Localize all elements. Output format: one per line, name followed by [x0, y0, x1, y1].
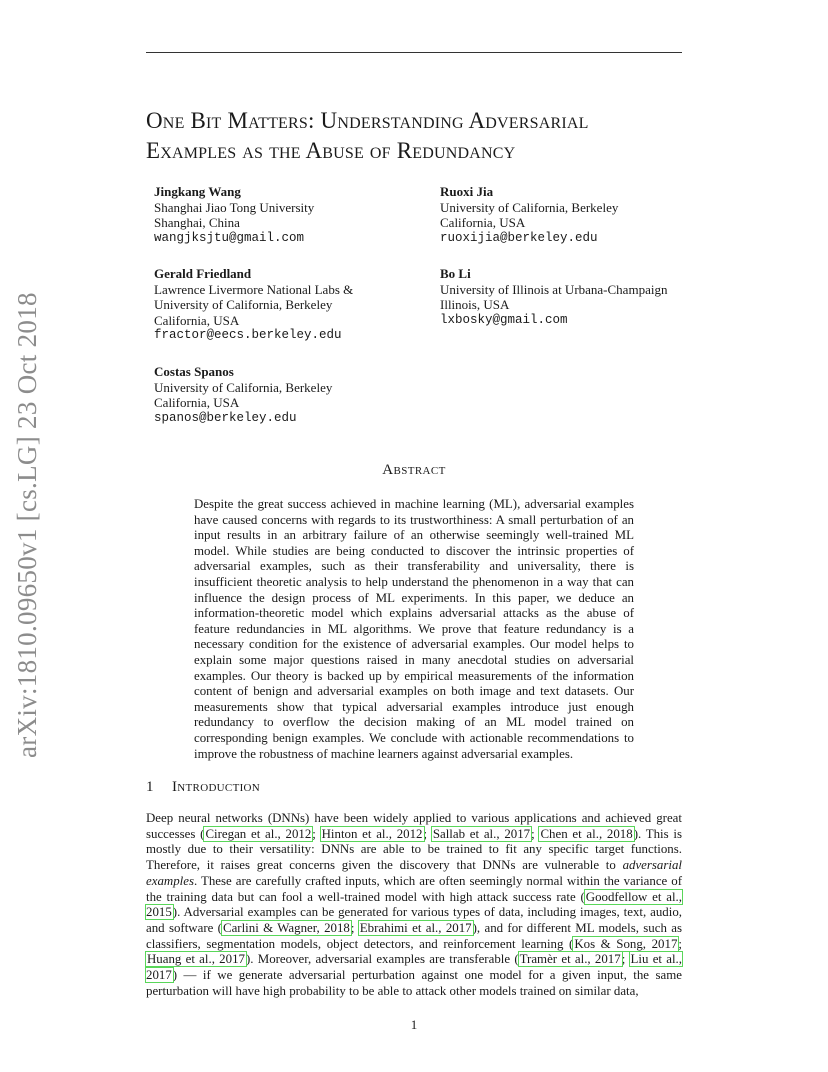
- author-name: Ruoxi Jia: [440, 184, 494, 199]
- author-costas-spanos: [154, 364, 332, 426]
- section-heading-introduction: [146, 779, 260, 796]
- author-name: Gerald Friedland: [154, 266, 252, 281]
- introduction-paragraph: [146, 811, 682, 999]
- title-line-1: One Bit Matters: Understanding Adversarial: [146, 108, 589, 133]
- intro-text: Deep neural networks (DNNs) have been widely applied to various applications and achieved great successes (: [146, 811, 682, 841]
- intro-text: ;: [312, 826, 321, 841]
- author-affiliation: Illinois, USA: [440, 297, 510, 312]
- intro-text: ;: [423, 826, 432, 841]
- top-rule: [146, 52, 682, 53]
- author-jingkang-wang: [154, 184, 314, 246]
- intro-text: ;: [621, 952, 630, 967]
- intro-text: ) — if we generate adversarial perturbation against one model for a given input, the same perturbation will have high probability to be able to attack other models trained on similar data,: [146, 968, 682, 998]
- paper-title: [146, 106, 706, 166]
- citation-link[interactable]: Liu et al., 2017: [146, 952, 683, 983]
- author-gerald-friedland: [154, 266, 353, 344]
- section-title: Introduction: [172, 779, 261, 795]
- citation-link[interactable]: Huang et al., 2017: [147, 952, 245, 967]
- author-name: Jingkang Wang: [154, 184, 241, 199]
- citation-link[interactable]: Hinton et al., 2012: [321, 826, 423, 841]
- author-affiliation: Lawrence Livermore National Labs &: [154, 281, 354, 297]
- author-email: lxbosky@gmail.com: [440, 312, 568, 327]
- abstract-text: Despite the great success achieved in machine learning (ML), adversarial examples have caused concerns with regards to its trustworthiness: A small perturbation of an input results in an arbitrary failure of an otherwise seemingly well-trained ML model. While studies are being conducted to discover the intrinsic properties of adversarial examples, such as their transferability and universality, there is insufficient theoretic analysis to help understand the phenomenon in a way that can influence the design process of ML experiments. In this paper, we deduce an information-theoretic model which explains adversarial attacks as the abuse of feature redundancies in ML algorithms. We prove that feature redundancy is a necessary condition for the existence of adversarial examples. Our model helps to explain some major questions raised in many anecdotal studies on adversarial examples. Our theory is backed up by empirical measurements of the information content of benign and adversarial examples on both image and text datasets. Our measurements show that typical adversarial examples introduce just enough redundancy to overflow the decision making of an ML model trained on corresponding benign examples. We conclude with actionable recommendations to improve the robustness of machine learners against adversarial examples.: [194, 497, 634, 761]
- author-affiliation: California, USA: [440, 215, 526, 230]
- citation-link[interactable]: Sallab et al., 2017: [432, 826, 531, 841]
- citation-link[interactable]: Chen et al., 2018: [540, 826, 633, 841]
- author-affiliation: Shanghai Jiao Tong University: [154, 199, 315, 215]
- intro-text: ). Adversarial examples can be generated for various types of data, including images, text, audio, and software (: [146, 905, 682, 935]
- author-affiliation: University of Illinois at Urbana-Champaign: [440, 281, 668, 297]
- intro-text: ). This is mostly due to their versatility: DNNs are able to be trained to fit any specific target functions. Therefore, it raises great concerns given the discovery that DNNs are vulnerable to: [146, 826, 682, 873]
- title-line-2: Examples as the Abuse of Redundancy: [146, 138, 516, 163]
- citation-link[interactable]: Ciregan et al., 2012: [205, 826, 312, 841]
- author-affiliation: California, USA: [154, 395, 240, 410]
- citation-link[interactable]: Kos & Song, 2017: [574, 936, 678, 951]
- citation-link[interactable]: Goodfellow et al., 2015: [146, 889, 682, 920]
- author-name: Bo Li: [440, 266, 471, 281]
- citation-link[interactable]: Tramèr et al., 2017: [519, 952, 621, 967]
- intro-emphasis: adversarial examples: [146, 858, 682, 888]
- author-email: fractor@eecs.berkeley.edu: [154, 328, 342, 342]
- author-email: wangjksjtu@gmail.com: [154, 230, 305, 245]
- intro-text: ), and for different ML models, such as classifiers, segmentation models, object detectors, and reinforcement learning (: [146, 920, 683, 951]
- intro-text: ;: [678, 936, 682, 951]
- abstract-heading: Abstract: [382, 462, 446, 478]
- intro-text: ;: [350, 920, 359, 935]
- author-bo-li: [440, 266, 667, 328]
- citation-link[interactable]: Ebrahimi et al., 2017: [359, 920, 472, 935]
- author-affiliation: California, USA: [154, 312, 240, 328]
- author-ruoxi-jia: [440, 184, 618, 246]
- section-number: 1: [146, 779, 154, 795]
- author-email: ruoxijia@berkeley.edu: [440, 230, 598, 245]
- page-number: 1: [410, 1017, 418, 1032]
- author-email: spanos@berkeley.edu: [154, 410, 297, 425]
- intro-text: ). Moreover, adversarial examples are transferable (: [245, 952, 519, 967]
- arxiv-stamp: arXiv:1810.09650v1 [cs.LG] 23 Oct 2018: [12, 292, 42, 758]
- author-affiliation: University of California, Berkeley: [154, 379, 333, 395]
- author-affiliation: Shanghai, China: [154, 215, 240, 230]
- intro-text: . These are carefully crafted inputs, which are often seemingly normal within the variance of the training data but can fool a well-trained model with high attack success rate (: [146, 873, 682, 904]
- author-affiliation: University of California, Berkeley: [154, 297, 333, 312]
- intro-text: ;: [531, 826, 540, 841]
- author-affiliation: University of California, Berkeley: [440, 199, 619, 215]
- author-name: Costas Spanos: [154, 364, 234, 379]
- citation-link[interactable]: Carlini & Wagner, 2018: [222, 920, 350, 935]
